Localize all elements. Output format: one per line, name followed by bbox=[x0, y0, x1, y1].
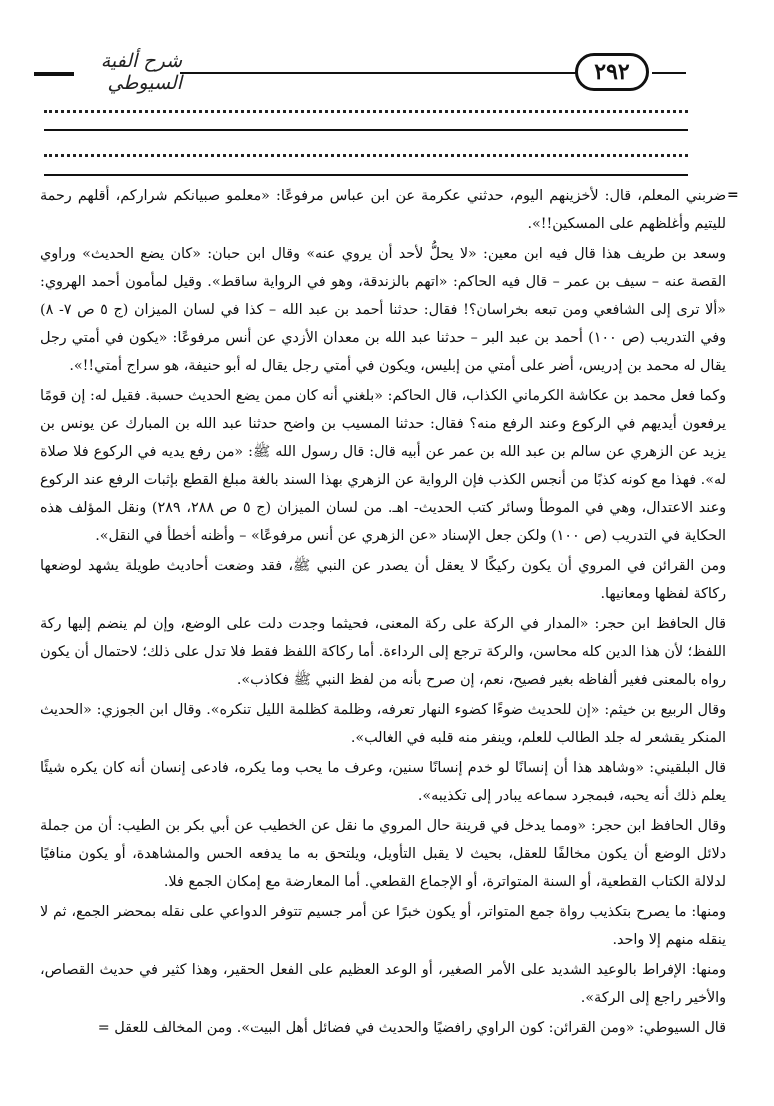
paragraph: ومنها: الإفراط بالوعيد الشديد على الأمر الصغير، أو الوعد العظيم على الفعل الحقير، وهذا كثير في حديث القصاص، والأخير راجع إلى الركة». bbox=[40, 962, 726, 1006]
paragraph: وسعد بن طريف هذا قال فيه ابن معين: «لا يحلُّ لأحد أن يروي عنه» وقال ابن حبان: «كان يضع الحديث» وراوي القصة عنه – سيف بن عمر – قال فيه الحاكم: «اتهم بالزندقة، وهو في الرواية ساقط». وقيل لمأمون أحمد الهروي: «ألا ترى إلى الشافعي ومن تبعه بخراسان؟! فقال: حدثنا أحمد بن عبد الله – كذا في لسان الميزان (ج ٥ ص ٧- ٨) وفي التدريب (ص ١٠٠) أحمد بن عبد البر – حدثنا عبد الله بن معدان الأزدي عن أنس مرفوعًا: «يكون في أمتي رجل يقال له محمد بن إدريس، أضر على أمتي من إبليس، ويكون في أمتي رجل يقال له أبو حنيفة، هو سراج أمتي!!». bbox=[40, 246, 726, 374]
paragraph: ومنها: ما يصرح بتكذيب رواة جمع المتواتر، أو يكون خبرًا عن أمر جسيم تتوفر الدواعي على نقله بمحضر الجمع، ثم لا ينقله منهم إلا واحد. bbox=[40, 904, 726, 948]
paragraph: وقال الربيع بن خيثم: «إن للحديث ضوءًا كضوء النهار تعرفه، وظلمة كظلمة الليل تنكره». وقال ابن الجوزي: «الحديث المنكر يقشعر له جلد الطالب للعلم، وينفر منه قلبه في الغالب». bbox=[40, 702, 726, 746]
paragraph: وكما فعل محمد بن عكاشة الكرماني الكذاب، قال الحاكم: «بلغني أنه كان ممن يضع الحديث حسبة. فقيل له: إن قومًا يرفعون أيديهم في الركوع وعند الرفع منه؟ فقال: حدثنا المسيب بن واضح حدثنا عبد الله بن المبارك عن يونس بن يزيد عن الزهري عن سالم بن عبد الله بن عمر عن أبيه قال: قال رسول الله ﷺ: «من رفع يديه في الركوع فلا صلاة له». فهذا مع كونه كذبًا من أنجس الكذب فإن الرواية عن الزهري بهذا السند بالغة مبلغ القطع بإثبات الرفع عند الركوع وعند الاعتدال، وهي في الموطأ وسائر كتب الحديث- اهـ. من لسان الميزان (ج ٥ ص ٢٨٨، ٢٨٩) ونقل المؤلف هذه الحكاية في التدريب (ص ١٠٠) ولكن جعل الإسناد «عن الزهري عن أنس مرفوعًا» – وأظنه أخطأ في النقل». bbox=[40, 388, 727, 544]
header-rule-right bbox=[652, 72, 686, 74]
header-rule-middle bbox=[180, 72, 576, 74]
page-number-badge: ٢٩٢ bbox=[575, 53, 649, 91]
paragraph: ضربني المعلم، قال: لأخزينهم اليوم، حدثني عكرمة عن ابن عباس مرفوعًا: «معلمو صبيانكم شراركم، أقلهم رحمة لليتيم وأغلظهم على المسكين!!». bbox=[40, 188, 726, 232]
paragraph: وقال الحافظ ابن حجر: «ومما يدخل في قرينة حال المروي ما نقل عن الخطيب عن أبي بكر بن الطيب: أن من جملة دلائل الوضع أن يكون مخالفًا للعقل، بحيث لا يقبل التأويل، ويلتحق به ما يدفعه الحس والمشاهدة، أو يكون منافيًا لدلالة الكتاب القطعية، أو السنة المتواترة، أو الإجماع القطعي. أما المعارضة مع إمكان الجمع فلا. bbox=[40, 818, 726, 890]
paragraph: ومن القرائن في المروي أن يكون ركيكًا لا يعقل أن يصدر عن النبي ﷺ، فقد وضعت أحاديث طويلة يشهد لوضعها ركاكة لفظها ومعانيها. bbox=[40, 558, 726, 602]
dotted-row-1 bbox=[44, 110, 688, 113]
separator-rule-1 bbox=[44, 129, 688, 131]
paragraph: قال البلقيني: «وشاهد هذا أن إنسانًا لو خدم إنسانًا سنين، وعرف ما يحب وما يكره، فادعى إنسان أنه كان يكره شيئًا يعلم ذلك أنه يحبه، فبمجرد سماعه يبادر إلى تكذيبه». bbox=[40, 760, 726, 804]
paragraph: قال الحافظ ابن حجر: «المدار في الركة على ركة المعنى، فحيثما وجدت دلت على الوضع، وإن لم ينضم إليها ركة اللفظ؛ لأن هذا الدين كله محاسن، والركة ترجع إلى الرداءة. أما ركاكة اللفظ فقط فلا تدل على ذلك؛ لاحتمال أن يكون رواه بالمعنى فغير ألفاظه بغير فصيح، نعم، إن صرح بأنه من لفظ النبي ﷺ فكاذب». bbox=[40, 616, 726, 688]
paragraph: قال السيوطي: «ومن القرائن: كون الراوي رافضيًا والحديث في فضائل أهل البيت». ومن المخالف للعقل = bbox=[97, 1020, 726, 1036]
running-title: شرح ألفية السيوطي bbox=[100, 50, 182, 94]
separator-rule-2 bbox=[44, 174, 688, 176]
continuation-marker: = bbox=[727, 187, 739, 203]
footnote-text bbox=[40, 182, 726, 1044]
header-rule-left bbox=[34, 72, 74, 76]
dotted-row-2 bbox=[44, 154, 688, 157]
